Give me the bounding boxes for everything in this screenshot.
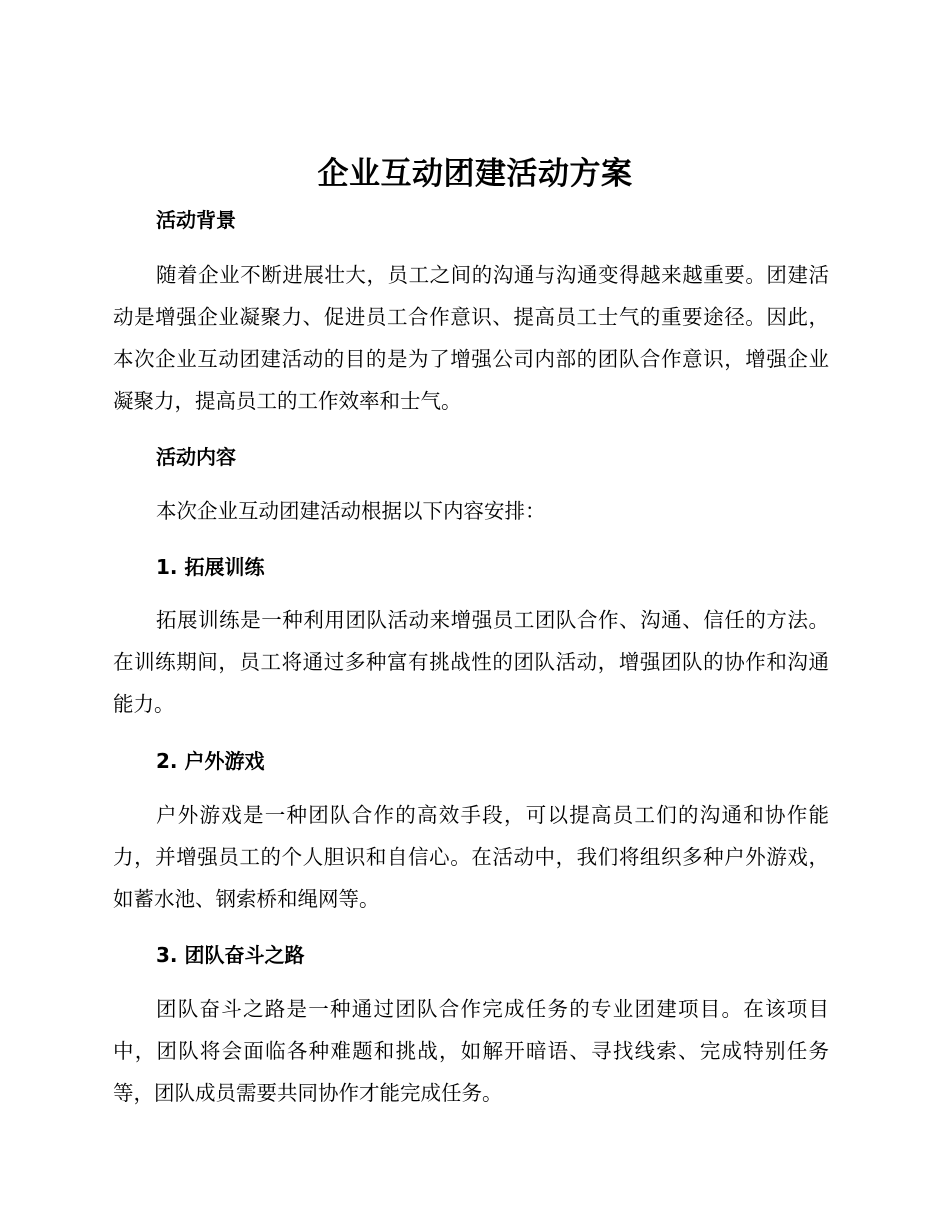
document-title: 企业互动团建活动方案 <box>317 156 633 192</box>
item-heading-2: 2. 户外游戏 <box>156 749 265 773</box>
item-paragraph-1: 拓展训练是一种利用团队活动来增强员工团队合作、沟通、信任的方法。在训练期间，员工将通过多种富有挑战性的团队活动，增强团队的协作和沟通能力。 <box>113 608 829 716</box>
section-heading-content: 活动内容 <box>156 445 236 469</box>
item-heading-1: 1. 拓展训练 <box>156 555 265 579</box>
item-paragraph-2: 户外游戏是一种团队合作的高效手段，可以提高员工们的沟通和协作能力，并增强员工的个人胆识和自信心。在活动中，我们将组织多种户外游戏，如蓄水池、钢索桥和绳网等。 <box>113 803 829 911</box>
item-paragraph-3: 团队奋斗之路是一种通过团队合作完成任务的专业团建项目。在该项目中，团队将会面临各种难题和挑战，如解开暗语、寻找线索、完成特别任务等，团队成员需要共同协作才能完成任务。 <box>113 997 829 1105</box>
background-paragraph: 随着企业不断进展壮大，员工之间的沟通与沟通变得越来越重要。团建活动是增强企业凝聚力、促进员工合作意识、提高员工士气的重要途径。因此，本次企业互动团建活动的目的是为了增强公司内部的团队合作意识，增强企业凝聚力，提高员工的工作效率和士气。 <box>113 263 829 413</box>
content-intro: 本次企业互动团建活动根据以下内容安排： <box>156 499 546 523</box>
section-heading-background: 活动背景 <box>156 208 236 232</box>
item-heading-3: 3. 团队奋斗之路 <box>156 943 305 967</box>
